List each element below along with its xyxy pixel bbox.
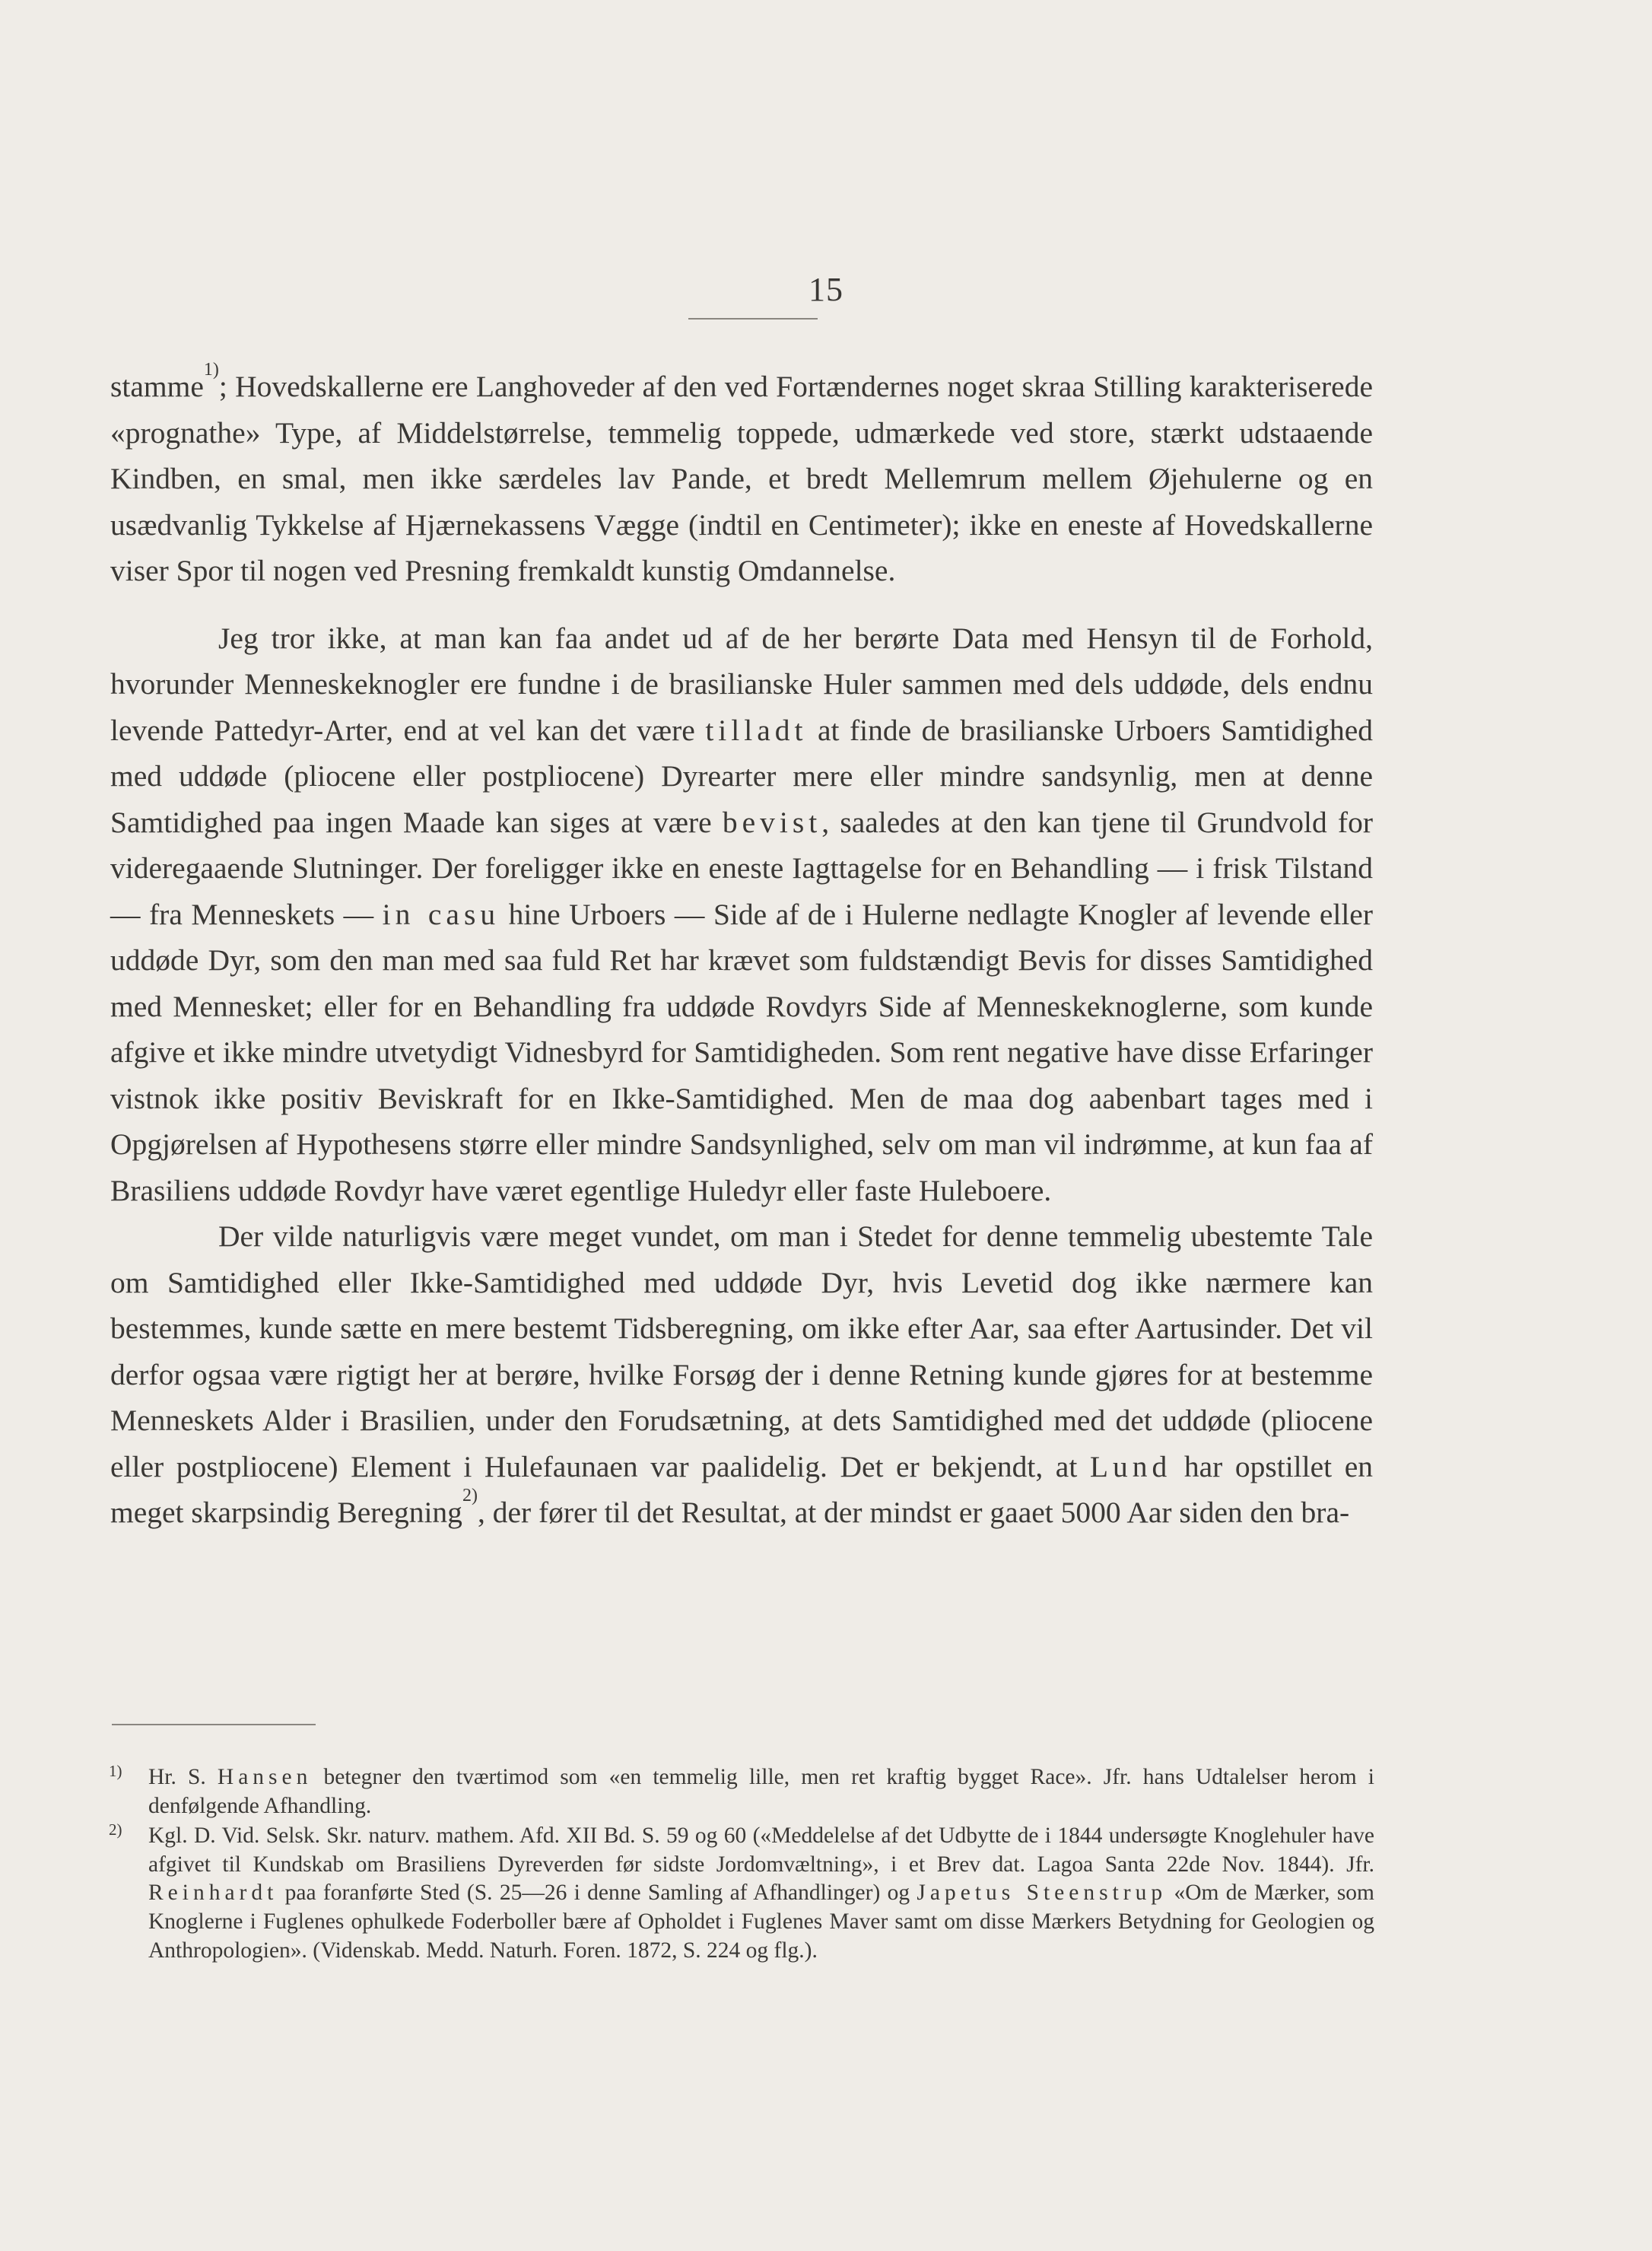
body-text xyxy=(110,360,1373,1536)
footnote-1 xyxy=(109,1762,1374,1820)
footnote-2-emphasis-reinhardt: Reinhardt xyxy=(148,1881,278,1906)
footnote-2 xyxy=(109,1820,1374,1965)
footnotes xyxy=(109,1762,1374,1966)
paragraph-2-part-4: hine Urboers — Side af de i Hulerne nedlagte Knogler af levende eller uddøde Dyr, som den man med saa fuld Ret har krævet som fuldstændigt Bevis for disses Samtidighed med Mennesket; eller for en Behandling fra uddøde Rovdyrs Side af Menneskeknoglerne, som kunde afgive et ikke mindre utvetydigt Vidnesbyrd for Samtidigheden. Som rent negative have disse Erfaringer vistnok ikke positiv Beviskraft for en Ikke-Samtidighed. Men de maa dog aabenbart tages med i Opgjørelsen af Hypothesens større eller mindre Sandsynlighed, selv om man vil indrømme, at kun faa af Brasiliens uddøde Rovdyr have været egentlige Huledyr eller faste Huleboere. xyxy=(110,897,1373,1207)
footnote-1-emphasis-hansen: Hansen xyxy=(217,1765,313,1789)
page-number-rule xyxy=(688,318,818,320)
footnote-1-text-2: betegner den tværtimod som «en temmelig lille, men ret kraftig bygget Race». Jfr. hans Udtalelser herom i denfølgende Afhandling. xyxy=(148,1765,1374,1818)
emphasis-in-casu: in casu xyxy=(382,897,500,931)
footnote-2-text-2: paa foranførte Sted (S. 25—26 i denne Samling af Afhandlinger) og xyxy=(278,1881,917,1906)
footnote-2-text-1: Kgl. D. Vid. Selsk. Skr. naturv. mathem. Afd. XII Bd. S. 59 og 60 («Meddelelse af det Udbytte de i 1844 undersøgte Knoglehuler have afgivet til Kundskab om Brasiliens Dyreverden før sidste Jordomvæltning», i et Brev dat. Lagoa Santa 22de Nov. 1844). Jfr. xyxy=(148,1823,1374,1877)
footnote-ref-2: 2) xyxy=(462,1486,478,1505)
footnote-1-text-1: Hr. S. xyxy=(148,1765,218,1789)
paragraph-3 xyxy=(110,1213,1373,1536)
paragraph-2 xyxy=(110,615,1373,1214)
emphasis-bevist: bevist xyxy=(722,805,822,839)
page-number: 15 xyxy=(809,271,843,308)
emphasis-tilladt: tilladt xyxy=(705,713,808,747)
footnote-2-emphasis-steenstrup: Japetus Steenstrup xyxy=(917,1881,1168,1906)
paragraph-1-pre: stamme xyxy=(110,370,204,403)
paragraph-2-part-2: at finde de brasilianske Urboers Samtidighed med uddøde (pliocene eller postpliocene) Dyrearter mere eller mindre sandsynlig, men at denne Samtidighed paa ingen Maade kan siges at være xyxy=(110,713,1373,839)
paragraph-3-part-2: har opstillet en meget skarpsindig Beregning xyxy=(110,1449,1373,1529)
paragraph-1 xyxy=(110,360,1373,594)
footnote-2-mark: 2) xyxy=(109,1820,122,1839)
footnote-2-text-3: «Om de Mærker, som Knoglerne i Fuglenes ophulkede Foderboller bære af Opholdet i Fuglenes Maver samt om disse Mærkers Betydning for Geologien og Anthropologien». (Videnskab. Medd. Naturh. Foren. 1872, S. 224 og flg.). xyxy=(148,1881,1374,1963)
footnote-1-mark: 1) xyxy=(109,1762,122,1780)
paragraph-2-part-3: , saaledes at den kan tjene til Grundvold for videregaaende Slutninger. Der foreligger ikke en eneste Iagttagelse for en Behandling — i frisk Tilstand — fra Menneskets — xyxy=(110,805,1373,931)
paragraph-3-part-3: , der fører til det Resultat, at der mindst er gaaet 5000 Aar siden den bra- xyxy=(477,1496,1350,1529)
emphasis-lund: Lund xyxy=(1089,1449,1172,1483)
footnote-ref-1: 1) xyxy=(203,360,219,380)
paragraph-3-part-1: Der vilde naturligvis være meget vundet, om man i Stedet for denne temmelig ubestemte Tale om Samtidighed eller Ikke-Samtidighed med uddøde Dyr, hvis Levetid dog ikke nærmere kan bestemmes, kunde sætte en mere bestemt Tidsberegning, om ikke efter Aar, saa efter Aartusinder. Det vil derfor ogsaa være rigtigt her at berøre, hvilke Forsøg der i denne Retning kunde gjøres for at bestemme Menneskets Alder i Brasilien, under den Forudsætning, at dets Samtidighed med det uddøde (pliocene eller postpliocene) Element i Hulefaunaen var paalidelig. Det er bekjendt, at xyxy=(110,1219,1373,1483)
footnote-separator xyxy=(112,1724,316,1725)
paragraph-1-post: ; Hovedskallerne ere Langhoveder af den ved Fortændernes noget skraa Stilling karakteriserede «prognathe» Type, af Middelstørrelse, temmelig toppede, udmærkede ved store, stærkt udstaaende Kindben, en smal, men ikke særdeles lav Pande, et bredt Mellemrum mellem Øjehulerne og en usædvanlig Tykkelse af Hjærnekassens Vægge (indtil en Centimeter); ikke en eneste af Hovedskallerne viser Spor til nogen ved Presning fremkaldt kunstig Omdannelse. xyxy=(110,370,1373,587)
paragraph-2-part-1: Jeg tror ikke, at man kan faa andet ud af de her berørte Data med Hensyn til de Forhold, hvorunder Menneskeknogler ere fundne i de brasilianske Huler sammen med dels uddøde, dels endnu levende Pattedyr-Arter, end at vel kan det være xyxy=(110,621,1373,747)
